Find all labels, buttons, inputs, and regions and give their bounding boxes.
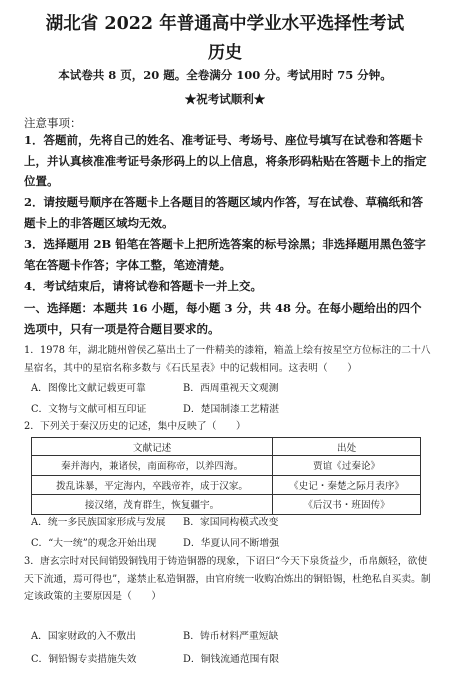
table-header-row xyxy=(32,438,421,456)
q3-option-a: A．国家财政的入不敷出 xyxy=(31,631,137,642)
question-1-stem: 1．1978 年，湖北随州曾侯乙墓出土了一件精美的漆箱，箱盖上绘有按星空方位标注的二十八星宿名，其中的星宿名称多数与《石氏星表》中的记载相同。这表明（ ） xyxy=(24,345,431,374)
notice-item-3: 3．选择题用 2B 铅笔在答题卡上把所选答案的标号涂黑；非选择题用黑色签字笔在答题卡作答；字体工整，笔迹清楚。 xyxy=(24,237,426,272)
notice-item-2: 2．请按题号顺序在答题卡上各题目的答题区域内作答，写在试卷、草稿纸和答题卡上的非答题区域均无效。 xyxy=(24,195,423,230)
table-row xyxy=(32,456,421,476)
notice-item-4: 4．考试结束后，请将试卷和答题卡一并上交。 xyxy=(24,279,262,293)
q3-option-d: D．铜钱流通范围有限 xyxy=(183,654,280,665)
q1-option-a: A．图像比文献记载更可靠 xyxy=(31,383,146,394)
table-row xyxy=(32,495,421,515)
q2-option-c: C．“大一统”的观念开始出现 xyxy=(31,538,157,549)
table-cell: 《史记・秦楚之际月表序》 xyxy=(273,475,421,495)
table-row xyxy=(32,475,421,495)
q3-option-c: C．铜铅锡专卖措施失效 xyxy=(31,654,137,665)
subject-title: 历史 xyxy=(208,43,242,63)
table-cell: 《后汉书・班固传》 xyxy=(273,495,421,515)
q1-option-d: D．楚国制漆工艺精湛 xyxy=(183,404,280,415)
q1-option-c: C．文物与文献可相互印证 xyxy=(31,404,147,415)
table-header-source-text: 文献记述 xyxy=(32,438,273,456)
exam-title: 湖北省 2022 年普通高中学业水平选择性考试 xyxy=(45,14,405,34)
table-header-origin: 出处 xyxy=(273,438,421,456)
question-3-stem: 3．唐玄宗时对民间销毁铜钱用于铸造铜器的现象，下诏曰“今天下泉货益少，币帛颇轻，欲使天下流通，焉可得也”，遂禁止私造铜器，由官府统一收购冶炼出的铜铅锡，杜绝私自买卖。制定该政策的主要原因是（ ） xyxy=(24,556,431,602)
question-2-stem: 2．下列关于秦汉历史的记述，集中反映了（ ） xyxy=(24,421,246,432)
table-cell: 贾谊《过秦论》 xyxy=(273,456,421,476)
q2-table xyxy=(31,437,421,515)
q2-option-a: A．统一多民族国家形成与发展 xyxy=(31,517,166,528)
notice-heading: 注意事项： xyxy=(24,116,82,130)
good-luck-line: ★祝考试顺利★ xyxy=(184,92,266,106)
q1-option-b: B．西周重视天文观测 xyxy=(183,383,279,394)
table-cell: 秦并海内，兼诸侯，南面称帝，以养四海。 xyxy=(32,456,273,476)
q2-option-d: D．华夏认同不断增强 xyxy=(183,538,280,549)
table-cell: 接汉绪，茂育群生，恢复疆宇。 xyxy=(32,495,273,515)
table-cell: 拨乱诛暴，平定海内，卒践帝祚，成于汉家。 xyxy=(32,475,273,495)
notice-item-1: 1．答题前，先将自己的姓名、准考证号、考场号、座位号填写在试卷和答题卡上，并认真核准准考证号条形码上的以上信息，将条形码粘贴在答题卡上的指定位置。 xyxy=(24,133,427,188)
exam-info: 本试卷共 8 页，20 题。全卷满分 100 分。考试用时 75 分钟。 xyxy=(58,68,392,82)
q2-option-b: B．家国同构模式改变 xyxy=(183,517,279,528)
section-heading: 一、选择题：本题共 16 小题，每小题 3 分，共 48 分。在每小题给出的四个选项中，只有一项是符合题目要求的。 xyxy=(24,301,422,336)
q3-option-b: B．铸币材料严重短缺 xyxy=(183,631,279,642)
